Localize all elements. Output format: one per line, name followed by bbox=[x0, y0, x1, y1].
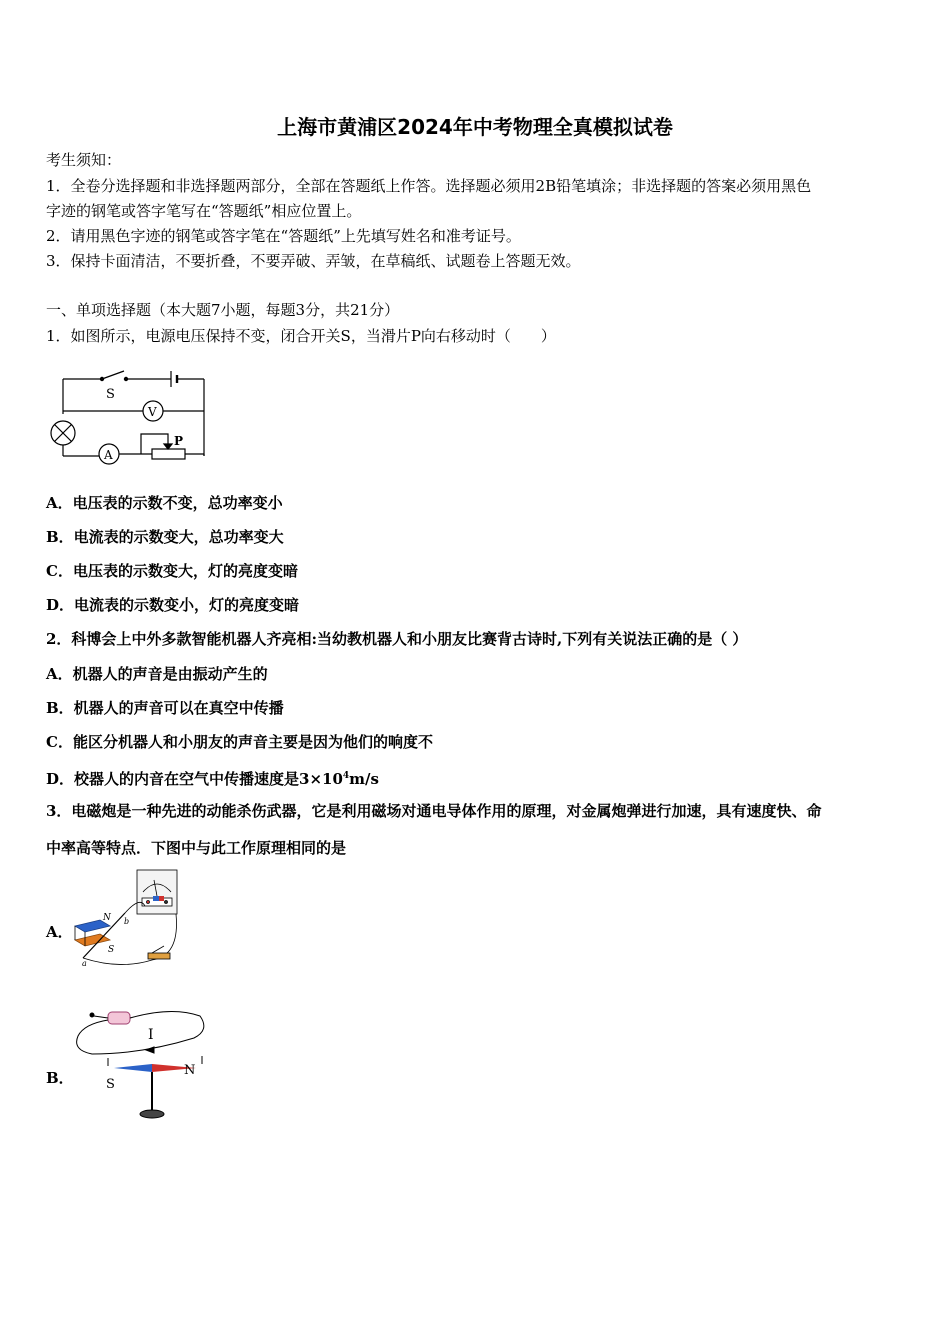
notice-item: 3．保持卡面清洁，不要折叠，不要弄破、弄皱，在草稿纸、试题卷上答题无效。 bbox=[46, 252, 581, 270]
slider-arrow bbox=[164, 444, 172, 449]
q3-stem-line2: 中率高等特点．下图中与此工作原理相同的是 bbox=[46, 839, 347, 857]
q1-option-c: C．电压表的示数变大，灯的亮度变暗 bbox=[46, 562, 298, 580]
q2-option-d bbox=[46, 766, 379, 789]
q2-stem: 2．科博会上中外多款智能机器人齐亮相:当幼教机器人和小朋友比赛背古诗时,下列有关说法正确的是（ ） bbox=[46, 630, 748, 648]
voltmeter-label: V bbox=[148, 405, 157, 419]
q3-option-b-label: B． bbox=[46, 1069, 74, 1087]
q2-option-a: A．机器人的声音是由振动产生的 bbox=[46, 665, 268, 683]
switch-base bbox=[148, 953, 170, 959]
q3-figure-a bbox=[70, 866, 190, 968]
q1-circuit-diagram bbox=[46, 366, 216, 466]
slider-label: P bbox=[174, 434, 184, 448]
q3-option-a-label: A． bbox=[46, 923, 73, 941]
section-heading: 一、单项选择题（本大题7小题，每题3分，共21分） bbox=[46, 301, 400, 319]
battery bbox=[108, 1012, 130, 1024]
notice-item: 2．请用黑色字迹的钢笔或答字笔在“答题纸”上先填写姓名和准考证号。 bbox=[46, 227, 521, 245]
label-south: S bbox=[106, 1077, 115, 1092]
q2-option-d-exponent: 4 bbox=[342, 771, 350, 781]
stand-base bbox=[140, 1110, 164, 1118]
ammeter-label: A bbox=[104, 448, 113, 462]
rheostat-box bbox=[152, 449, 185, 459]
label-current: I bbox=[148, 1027, 154, 1043]
q3-figure-b bbox=[72, 1002, 212, 1124]
q2-option-b: B．机器人的声音可以在真空中传播 bbox=[46, 699, 284, 717]
q1-option-b: B．电流表的示数变大，总功率变大 bbox=[46, 528, 284, 546]
q2-option-c: C．能区分机器人和小朋友的声音主要是因为他们的响度不 bbox=[46, 733, 433, 751]
switch-blade bbox=[102, 371, 124, 379]
switch-label: S bbox=[106, 387, 115, 402]
current-loop bbox=[77, 1011, 204, 1054]
notice-heading: 考生须知： bbox=[46, 151, 122, 169]
label-b: b bbox=[124, 917, 130, 926]
needle-south bbox=[114, 1064, 152, 1072]
q2-option-d-unit: m/s bbox=[349, 770, 379, 788]
q2-option-d-text: D．校器人的内音在空气中传播速度是3×10 bbox=[46, 770, 343, 788]
q1-option-d: D．电流表的示数变小，灯的亮度变暗 bbox=[46, 596, 300, 614]
q1-option-a: A．电压表的示数不变，总功率变小 bbox=[46, 494, 283, 512]
label-n: N bbox=[103, 913, 111, 923]
notice-item: 1．全卷分选择题和非选择题两部分，全部在答题纸上作答。选择题必须用2B铅笔填涂；非选择题的答案必须用黑色 bbox=[46, 177, 812, 195]
q3-stem-line1: 3．电磁炮是一种先进的动能杀伤武器，它是利用磁场对通电导体作用的原理，对金属炮弹进行加速，具有速度快、命 bbox=[46, 802, 822, 820]
label-s: S bbox=[108, 945, 115, 955]
label-a: a bbox=[82, 959, 87, 968]
q1-stem: 1．如图所示，电源电压保持不变，闭合开关S，当滑片P向右移动时（ ） bbox=[46, 327, 556, 345]
magnet-bottom bbox=[75, 934, 110, 946]
page-title: 上海市黄浦区2024年中考物理全真模拟试卷 bbox=[277, 115, 673, 139]
current-arrow bbox=[146, 1047, 154, 1053]
notice-item: 字迹的钢笔或答字笔写在“答题纸”相应位置上。 bbox=[46, 202, 362, 220]
label-north: N bbox=[184, 1063, 196, 1078]
